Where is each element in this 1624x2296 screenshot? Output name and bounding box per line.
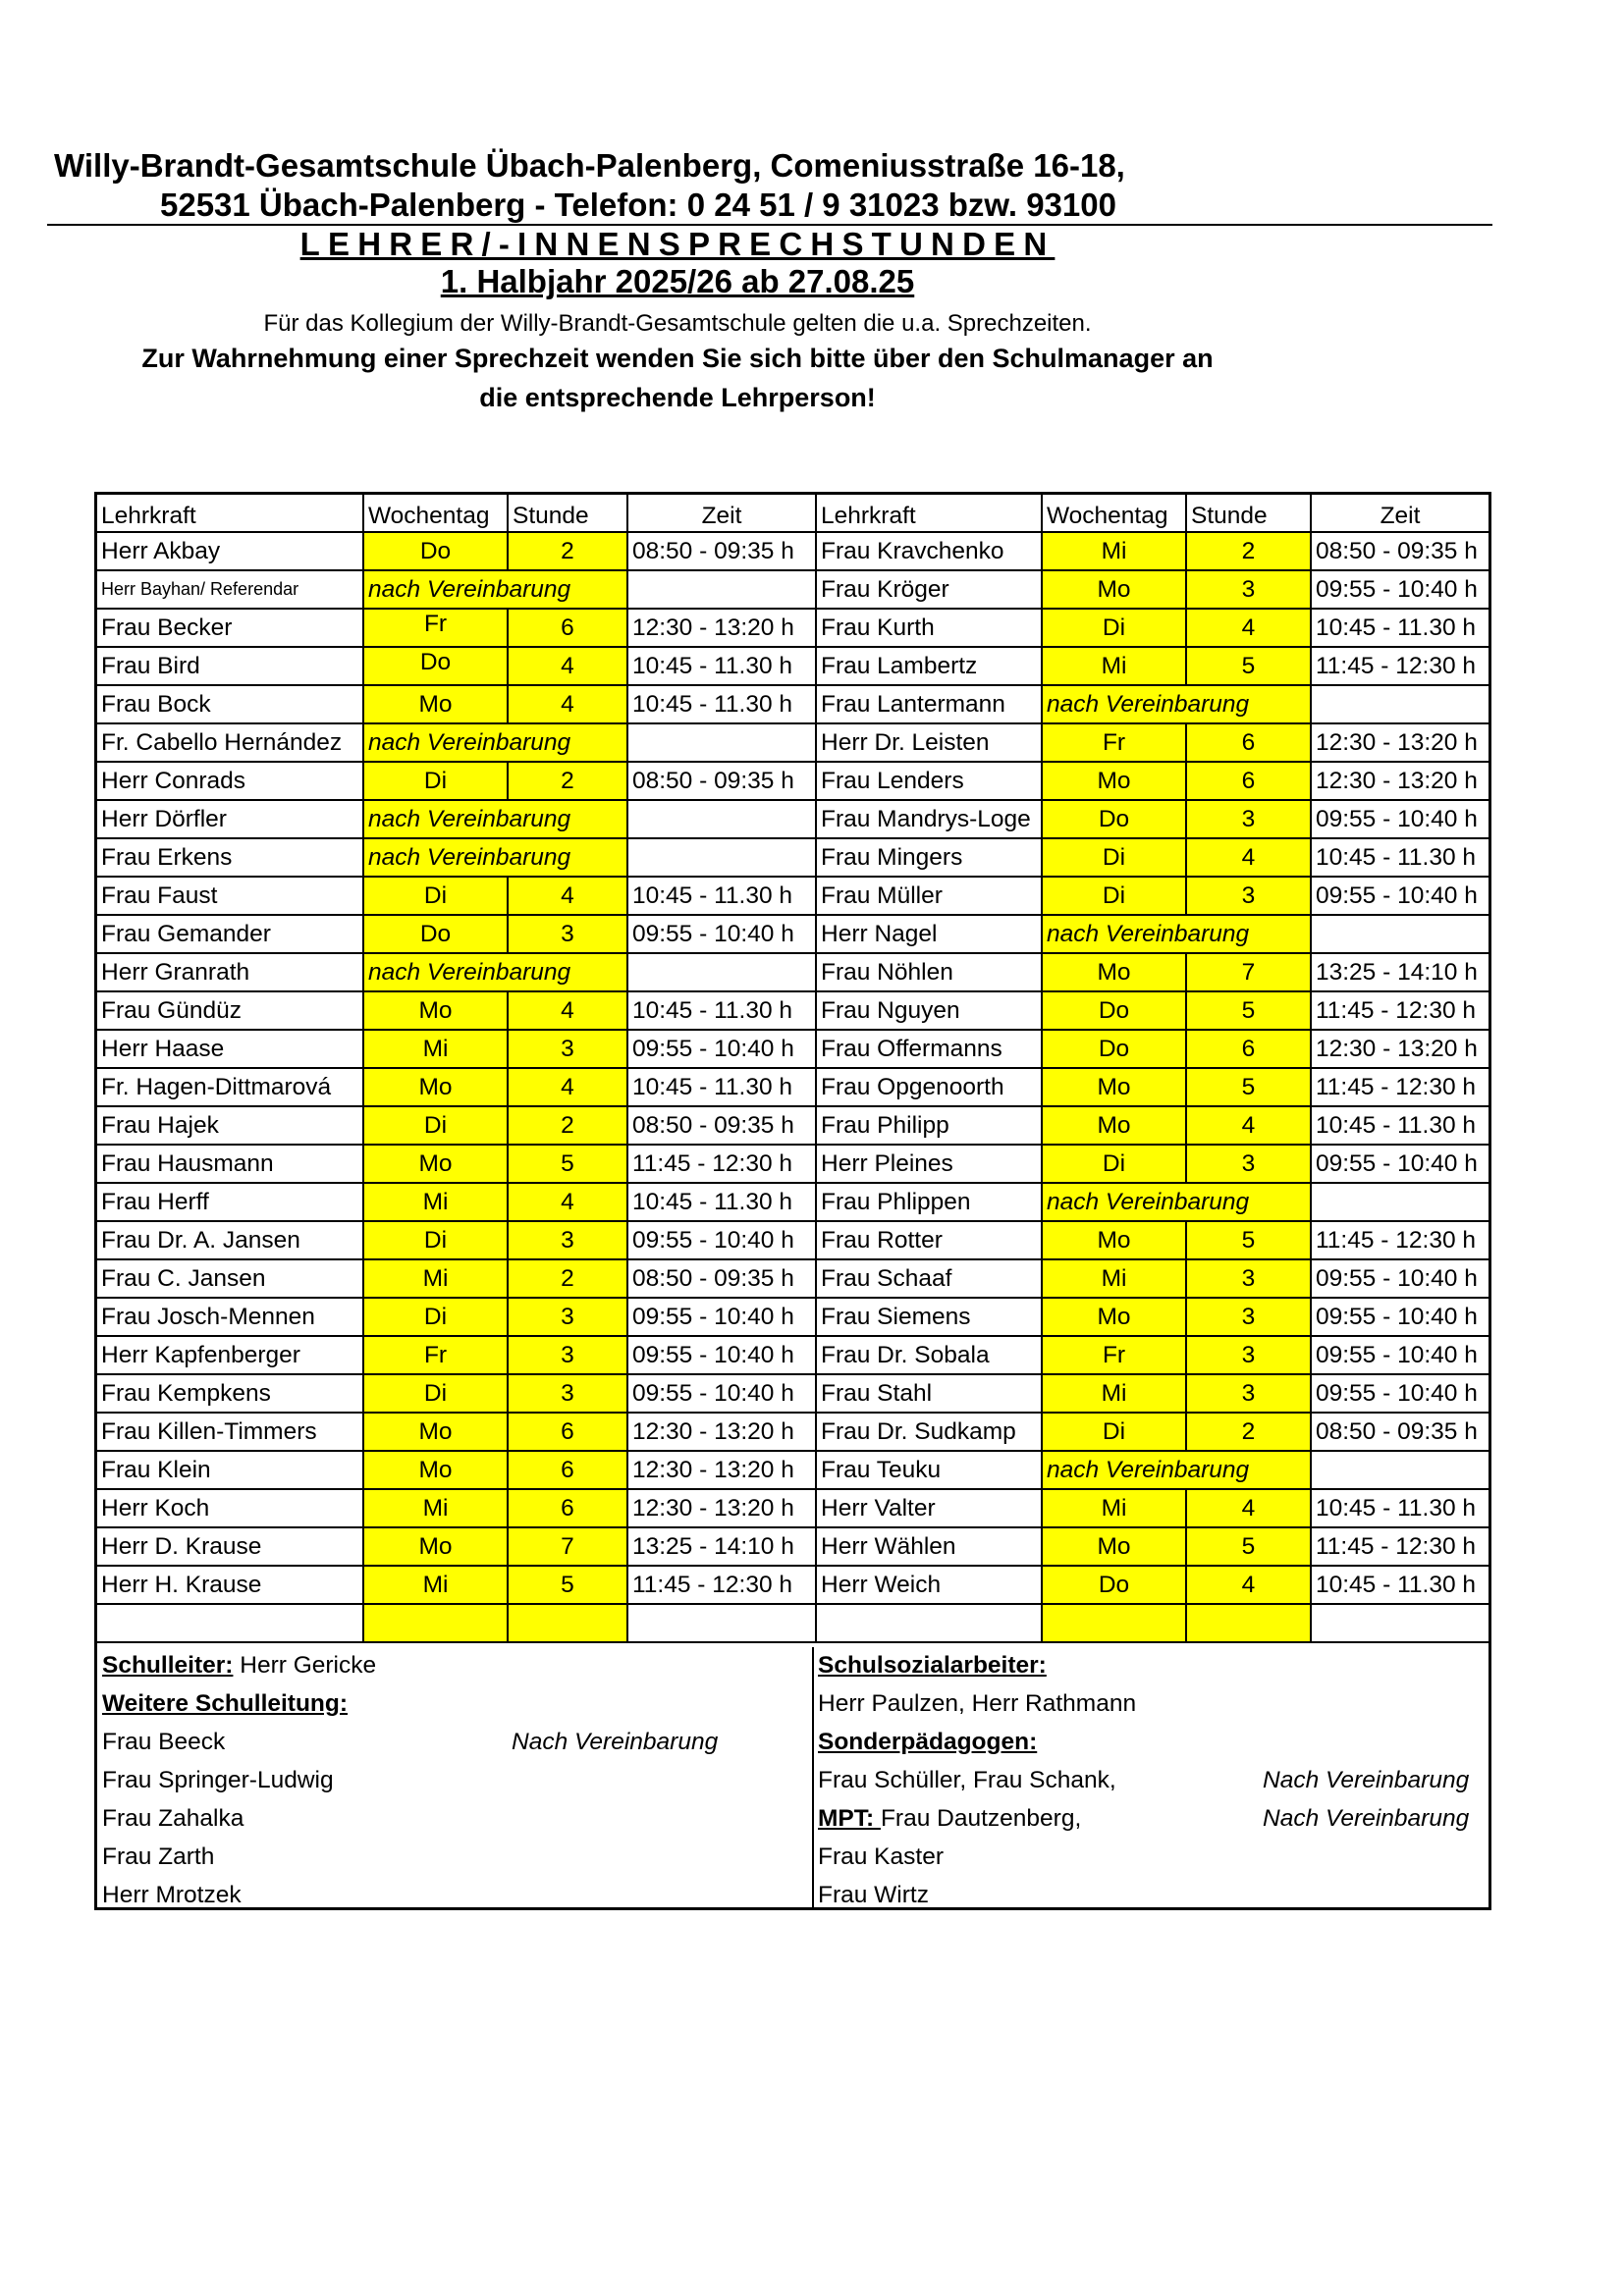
time-range: 09:55 - 10:40 h [1312,878,1489,916]
teacher-name: Herr Valter [817,1490,1043,1528]
teacher-name: Frau Bird [97,648,364,686]
leader-name: Frau Beeck [102,1729,226,1755]
weekday: Mo [364,1146,509,1184]
time-range: 11:45 - 12:30 h [1312,992,1489,1031]
teacher-name: Frau Kempkens [97,1375,364,1414]
teacher-name [97,1605,364,1643]
time-range: 09:55 - 10:40 h [628,1031,817,1069]
lesson-number: 3 [509,1337,628,1375]
leader-name: Herr Mrotzek [102,1882,242,1908]
lesson-number: 7 [1187,954,1312,992]
weekday: Mo [1043,763,1187,801]
time-range: 10:45 - 11.30 h [628,648,817,686]
teacher-name: Frau Teuku [817,1452,1043,1490]
teacher-name: Frau Dr. Sobala [817,1337,1043,1375]
teacher-name: Frau Offermanns [817,1031,1043,1069]
time-range: 10:45 - 11.30 h [628,878,817,916]
lesson-number [1187,1605,1312,1643]
teacher-name: Herr Wählen [817,1528,1043,1567]
weekday: Di [364,1107,509,1146]
time-range: 10:45 - 11.30 h [1312,610,1489,648]
weekday [364,1605,509,1643]
weekday: Di [1043,610,1187,648]
teacher-name: Herr H. Krause [97,1567,364,1605]
mpt-more-name: Frau Kaster [818,1843,944,1870]
weekday: Di [1043,839,1187,878]
time-range [628,801,817,839]
teacher-name: Frau Kravchenko [817,533,1043,571]
weekday: Fr [1043,1337,1187,1375]
time-range [628,724,817,763]
teacher-name: Frau Philipp [817,1107,1043,1146]
teacher-name: Frau Becker [97,610,364,648]
teacher-name: Frau Dr. A. Jansen [97,1222,364,1260]
weekday: Do [1043,1567,1187,1605]
by-appointment: nach Vereinbarung [364,954,628,992]
time-range: 11:45 - 12:30 h [628,1146,817,1184]
by-appointment: nach Vereinbarung [1043,686,1312,724]
time-range: 08:50 - 09:35 h [1312,1414,1489,1452]
time-range [628,1605,817,1643]
weekday: Mi [1043,1260,1187,1299]
teacher-name: Herr Pleines [817,1146,1043,1184]
weekday: Mo [1043,954,1187,992]
time-range: 08:50 - 09:35 h [628,1260,817,1299]
weekday: Mo [1043,1528,1187,1567]
weekday: Fr [364,610,509,648]
time-range: 08:50 - 09:35 h [628,763,817,801]
teacher-name: Frau Herff [97,1184,364,1222]
note-line-2: die entsprechende Lehrperson! [479,383,876,412]
time-range: 08:50 - 09:35 h [1312,533,1489,571]
period-title: 1. Halbjahr 2025/26 ab 27.08.25 [440,263,915,299]
time-range: 10:45 - 11.30 h [1312,1107,1489,1146]
teacher-name: Frau C. Jansen [97,1260,364,1299]
leader-name: Frau Zahalka [102,1805,244,1832]
teacher-name: Frau Siemens [817,1299,1043,1337]
teacher-name: Herr Weich [817,1567,1043,1605]
teacher-name: Frau Killen-Timmers [97,1414,364,1452]
lesson-number: 2 [509,1107,628,1146]
time-range: 09:55 - 10:40 h [1312,801,1489,839]
time-range: 10:45 - 11.30 h [628,686,817,724]
leader-name: Frau Springer-Ludwig [102,1767,334,1793]
teacher-name: Frau Hajek [97,1107,364,1146]
weekday: Mo [1043,1069,1187,1107]
time-range: 09:55 - 10:40 h [1312,1260,1489,1299]
weekday [1043,1605,1187,1643]
time-range [628,954,817,992]
by-appointment: nach Vereinbarung [1043,1452,1312,1490]
sonder-nach-vereinbarung: Nach Vereinbarung [1263,1767,1470,1793]
weekday: Do [1043,992,1187,1031]
lesson-number: 6 [1187,724,1312,763]
lesson-number: 3 [1187,571,1312,610]
teacher-name: Frau Kröger [817,571,1043,610]
lesson-number: 3 [509,1299,628,1337]
weekday: Mo [1043,1299,1187,1337]
lesson-number: 3 [1187,1299,1312,1337]
mpt-names: Frau Dautzenberg, [880,1805,1082,1832]
lesson-number: 5 [509,1567,628,1605]
teacher-name: Frau Nöhlen [817,954,1043,992]
lesson-number: 4 [1187,1107,1312,1146]
column-header: Stunde [509,495,628,533]
consultation-table [94,492,1491,1910]
sozialarbeiter-label: Schulsozialarbeiter: [818,1652,1047,1679]
mpt-nach-vereinbarung: Nach Vereinbarung [1263,1805,1470,1832]
weekday: Do [364,916,509,954]
lesson-number: 5 [1187,1222,1312,1260]
by-appointment: nach Vereinbarung [364,724,628,763]
teacher-name: Frau Lantermann [817,686,1043,724]
school-name: Willy-Brandt-Gesamtschule Übach-Palenberg, Comeniusstraße 16-18, [54,147,1125,184]
teacher-name: Herr Kapfenberger [97,1337,364,1375]
time-range: 09:55 - 10:40 h [1312,571,1489,610]
time-range: 12:30 - 13:20 h [628,1414,817,1452]
teacher-name: Frau Josch-Mennen [97,1299,364,1337]
time-range: 13:25 - 14:10 h [628,1528,817,1567]
time-range: 09:55 - 10:40 h [1312,1375,1489,1414]
lesson-number: 5 [1187,648,1312,686]
lesson-number [509,1605,628,1643]
by-appointment: nach Vereinbarung [1043,916,1312,954]
lesson-number: 4 [1187,1490,1312,1528]
lesson-number: 5 [1187,1528,1312,1567]
schulleiter-label: Schulleiter: [102,1652,234,1679]
teacher-name: Herr Dörfler [97,801,364,839]
mpt-label: MPT: [818,1805,881,1832]
time-range: 10:45 - 11.30 h [1312,1490,1489,1528]
weekday: Mo [1043,571,1187,610]
time-range: 12:30 - 13:20 h [1312,724,1489,763]
lesson-number: 6 [509,610,628,648]
time-range: 11:45 - 12:30 h [1312,1528,1489,1567]
weekday: Mo [364,1069,509,1107]
lesson-number: 4 [509,648,628,686]
footer-divider [812,1647,814,1907]
teacher-name: Frau Dr. Sudkamp [817,1414,1043,1452]
time-range: 09:55 - 10:40 h [628,1222,817,1260]
weekday: Di [1043,878,1187,916]
time-range: 09:55 - 10:40 h [1312,1337,1489,1375]
column-header: Stunde [1187,495,1312,533]
time-range: 09:55 - 10:40 h [628,1375,817,1414]
time-range: 09:55 - 10:40 h [1312,1299,1489,1337]
by-appointment: nach Vereinbarung [364,571,628,610]
leader-nach-vereinbarung: Nach Vereinbarung [512,1729,719,1755]
time-range [1312,686,1489,724]
weekday: Mo [364,1452,509,1490]
lesson-number: 6 [1187,1031,1312,1069]
time-range [1312,1452,1489,1490]
lesson-number: 6 [509,1414,628,1452]
column-header: Wochentag [1043,495,1187,533]
weekday: Di [364,763,509,801]
teacher-name: Frau Mingers [817,839,1043,878]
weekday: Do [364,533,509,571]
lesson-number: 3 [509,1375,628,1414]
table-grid [97,495,1489,1643]
column-header: Zeit [628,495,817,533]
lesson-number: 3 [1187,1146,1312,1184]
teacher-name: Fr. Hagen-Dittmarová [97,1069,364,1107]
schulleiter-row [102,1651,376,1681]
teacher-name: Herr Nagel [817,916,1043,954]
weekday: Fr [1043,724,1187,763]
teacher-name: Frau Klein [97,1452,364,1490]
column-header: Zeit [1312,495,1489,533]
lesson-number: 6 [1187,763,1312,801]
teacher-name: Frau Lambertz [817,648,1043,686]
time-range: 10:45 - 11.30 h [1312,1567,1489,1605]
time-range [1312,916,1489,954]
teacher-name: Frau Lenders [817,763,1043,801]
weekday: Mo [1043,1107,1187,1146]
teacher-name: Herr D. Krause [97,1528,364,1567]
time-range: 10:45 - 11.30 h [628,1184,817,1222]
weekday: Mo [1043,1222,1187,1260]
weekday: Mi [364,1567,509,1605]
time-range: 10:45 - 11.30 h [628,1069,817,1107]
sonderpaedagogen-names: Frau Schüller, Frau Schank, [818,1767,1116,1793]
lesson-number: 4 [1187,1567,1312,1605]
weekday: Mi [1043,648,1187,686]
time-range [628,571,817,610]
lesson-number: 3 [1187,878,1312,916]
teacher-name: Herr Koch [97,1490,364,1528]
teacher-name: Fr. Cabello Hernández [97,724,364,763]
lesson-number: 4 [509,686,628,724]
time-range [628,839,817,878]
time-range: 11:45 - 12:30 h [628,1567,817,1605]
weitere-schulleitung-label: Weitere Schulleitung: [102,1690,349,1717]
time-range: 09:55 - 10:40 h [628,1299,817,1337]
time-range: 12:30 - 13:20 h [628,1490,817,1528]
mpt-more-name: Frau Wirtz [818,1882,929,1908]
weekday: Di [1043,1146,1187,1184]
staff-footer [97,1647,1489,1907]
lesson-number: 5 [509,1146,628,1184]
lesson-number: 5 [1187,992,1312,1031]
teacher-name: Frau Opgenoorth [817,1069,1043,1107]
lesson-number: 7 [509,1528,628,1567]
time-range: 11:45 - 12:30 h [1312,648,1489,686]
weekday: Mo [364,1528,509,1567]
time-range: 12:30 - 13:20 h [1312,1031,1489,1069]
teacher-name: Frau Kurth [817,610,1043,648]
weekday: Di [1043,1414,1187,1452]
teacher-name: Frau Mandrys-Loge [817,801,1043,839]
time-range: 12:30 - 13:20 h [1312,763,1489,801]
weekday: Do [1043,1031,1187,1069]
weekday: Fr [364,1337,509,1375]
lesson-number: 4 [509,992,628,1031]
weekday: Mi [1043,1375,1187,1414]
lesson-number: 3 [509,1222,628,1260]
column-header: Lehrkraft [97,495,364,533]
lesson-number: 3 [1187,1337,1312,1375]
time-range: 08:50 - 09:35 h [628,533,817,571]
column-header: Lehrkraft [817,495,1043,533]
school-address-phone: 52531 Übach-Palenberg - Telefon: 0 24 51 / 9 31023 bzw. 93100 [160,187,1116,223]
weekday: Di [364,878,509,916]
teacher-name [817,1605,1043,1643]
by-appointment: nach Vereinbarung [364,839,628,878]
sozialarbeiter-names: Herr Paulzen, Herr Rathmann [818,1690,1137,1717]
time-range: 09:55 - 10:40 h [628,1337,817,1375]
mpt-row [818,1804,1081,1834]
sonderpaedagogen-label: Sonderpädagogen: [818,1729,1038,1755]
time-range [1312,1184,1489,1222]
leader-name: Frau Zarth [102,1843,215,1870]
lesson-number: 2 [1187,533,1312,571]
teacher-name: Frau Phlippen [817,1184,1043,1222]
weekday: Mi [1043,533,1187,571]
teacher-name: Herr Bayhan/ Referendar [97,571,364,610]
teacher-name: Frau Stahl [817,1375,1043,1414]
time-range: 09:55 - 10:40 h [1312,1146,1489,1184]
lesson-number: 2 [1187,1414,1312,1452]
note-line-1: Zur Wahrnehmung einer Sprechzeit wenden Sie sich bitte über den Schulmanager an [141,344,1214,373]
lesson-number: 4 [1187,839,1312,878]
info-text: Für das Kollegium der Willy-Brandt-Gesamtschule gelten die u.a. Sprechzeiten. [263,310,1092,337]
lesson-number: 3 [509,1031,628,1069]
teacher-name: Herr Haase [97,1031,364,1069]
page-title: LEHRER/-INNENSPRECHSTUNDEN [299,226,1056,262]
teacher-name: Herr Granrath [97,954,364,992]
weekday: Di [364,1299,509,1337]
teacher-name: Frau Nguyen [817,992,1043,1031]
time-range: 10:45 - 11.30 h [628,992,817,1031]
lesson-number: 4 [509,1184,628,1222]
weekday: Di [364,1222,509,1260]
teacher-name: Frau Gemander [97,916,364,954]
lesson-number: 5 [1187,1069,1312,1107]
weekday: Do [1043,801,1187,839]
lesson-number: 2 [509,533,628,571]
time-range: 13:25 - 14:10 h [1312,954,1489,992]
teacher-name: Frau Rotter [817,1222,1043,1260]
by-appointment: nach Vereinbarung [364,801,628,839]
teacher-name: Herr Conrads [97,763,364,801]
teacher-name: Frau Erkens [97,839,364,878]
weekday: Mi [1043,1490,1187,1528]
time-range: 11:45 - 12:30 h [1312,1069,1489,1107]
weekday: Mo [364,1414,509,1452]
lesson-number: 3 [1187,1260,1312,1299]
weekday: Mi [364,1184,509,1222]
time-range: 08:50 - 09:35 h [628,1107,817,1146]
lesson-number: 6 [509,1452,628,1490]
schulleiter-name: Herr Gericke [240,1652,377,1679]
weekday: Di [364,1375,509,1414]
teacher-name: Frau Schaaf [817,1260,1043,1299]
weekday: Do [364,648,509,686]
lesson-number: 2 [509,763,628,801]
weekday: Mo [364,992,509,1031]
time-range: 12:30 - 13:20 h [628,610,817,648]
time-range [1312,1605,1489,1643]
lesson-number: 3 [1187,1375,1312,1414]
weekday: Mo [364,686,509,724]
time-range: 09:55 - 10:40 h [628,916,817,954]
lesson-number: 4 [1187,610,1312,648]
lesson-number: 4 [509,1069,628,1107]
time-range: 11:45 - 12:30 h [1312,1222,1489,1260]
teacher-name: Frau Müller [817,878,1043,916]
by-appointment: nach Vereinbarung [1043,1184,1312,1222]
weekday: Mi [364,1260,509,1299]
teacher-name: Herr Akbay [97,533,364,571]
lesson-number: 3 [509,916,628,954]
weekday: Mi [364,1031,509,1069]
lesson-number: 3 [1187,801,1312,839]
time-range: 12:30 - 13:20 h [628,1452,817,1490]
weekday: Mi [364,1490,509,1528]
teacher-name: Frau Faust [97,878,364,916]
column-header: Wochentag [364,495,509,533]
teacher-name: Herr Dr. Leisten [817,724,1043,763]
teacher-name: Frau Gündüz [97,992,364,1031]
lesson-number: 4 [509,878,628,916]
lesson-number: 6 [509,1490,628,1528]
teacher-name: Frau Bock [97,686,364,724]
teacher-name: Frau Hausmann [97,1146,364,1184]
time-range: 10:45 - 11.30 h [1312,839,1489,878]
lesson-number: 2 [509,1260,628,1299]
